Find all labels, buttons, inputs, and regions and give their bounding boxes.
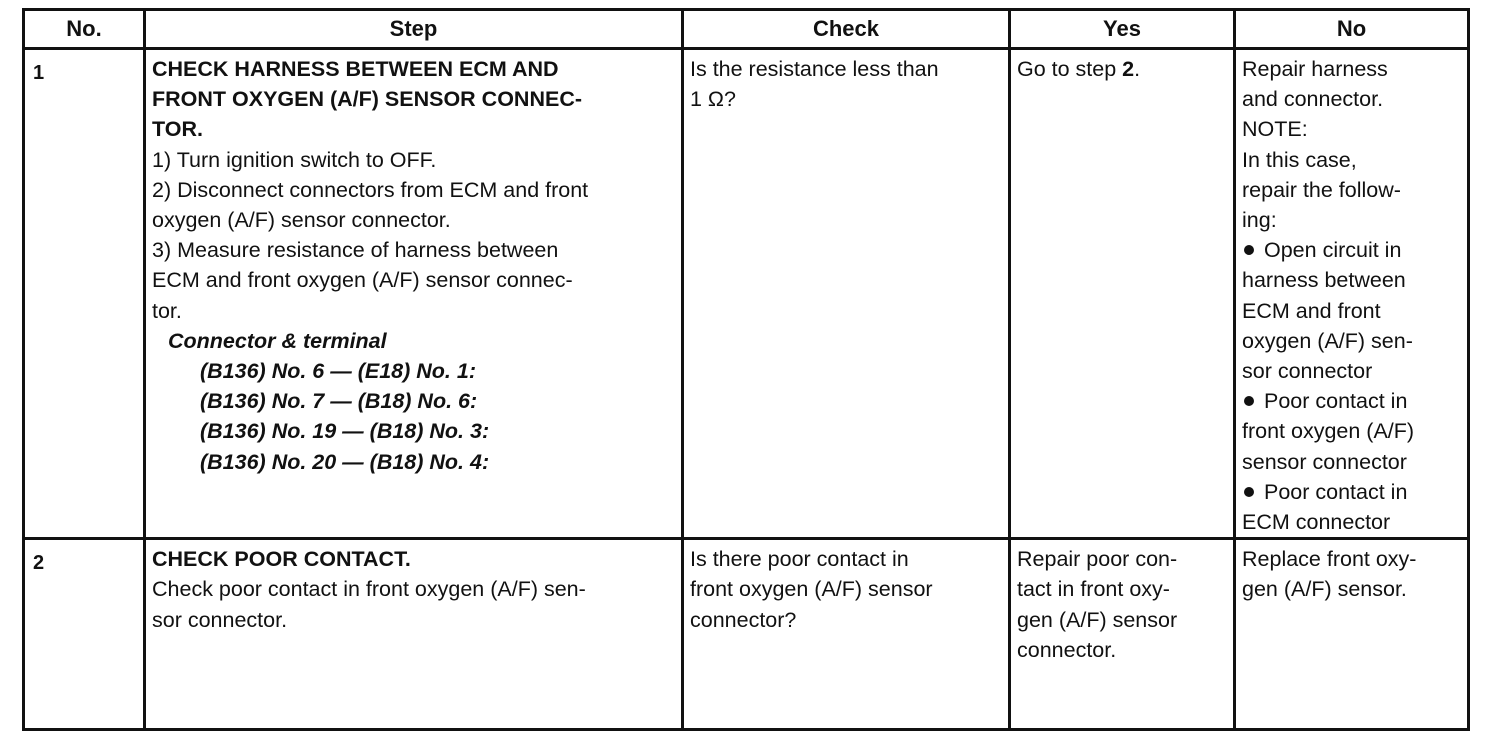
connector-terminal: (B136) No. 6 — (E18) No. 1: (200, 359, 476, 384)
no-text: gen (A/F) sensor. (1242, 577, 1407, 602)
check-text: 1 Ω? (690, 87, 736, 112)
header-no-result: No (1235, 10, 1469, 49)
row-number-cell (24, 539, 145, 730)
step-cell (145, 49, 683, 539)
step-instruction: 1) Turn ignition switch to OFF. (152, 147, 437, 172)
check-text: connector? (690, 607, 797, 632)
yes-text: connector. (1017, 637, 1117, 662)
step-instruction: ECM and front oxygen (A/F) sensor connec- (152, 268, 573, 293)
bullet-icon (1244, 245, 1254, 255)
no-cell (1235, 49, 1469, 539)
bullet-text: Open circuit in (1264, 238, 1402, 263)
bullet-text: oxygen (A/F) sen- (1242, 328, 1413, 353)
no-text: Replace front oxy- (1242, 547, 1417, 572)
no-text: In this case, (1242, 147, 1357, 172)
bullet-item (1242, 235, 1461, 265)
bullet-text: ECM and front (1242, 298, 1381, 323)
step-title-line: CHECK POOR CONTACT. (152, 547, 411, 572)
no-cell (1235, 539, 1469, 730)
no-text: Repair harness (1242, 57, 1388, 81)
check-cell (683, 539, 1010, 730)
yes-cell (1010, 49, 1235, 539)
row-number: 1 (33, 62, 45, 84)
bullet-item (1242, 477, 1461, 507)
table-row (24, 539, 1469, 730)
bullet-text: ECM connector (1242, 510, 1391, 535)
check-text: front oxygen (A/F) sensor (690, 577, 933, 602)
step-instruction: tor. (152, 298, 182, 323)
step-instruction: 2) Disconnect connectors from ECM and front (152, 177, 589, 202)
check-cell (683, 49, 1010, 539)
yes-prefix: Go to step (1017, 57, 1123, 81)
step-title-line: TOR. (152, 117, 203, 142)
row-number: 2 (33, 552, 45, 575)
yes-text: gen (A/F) sensor (1017, 607, 1178, 632)
step-title-line: CHECK HARNESS BETWEEN ECM AND (152, 57, 559, 81)
diagnostic-table (22, 8, 1470, 731)
bullet-icon (1244, 396, 1254, 406)
header-step: Step (145, 10, 683, 49)
row-number-cell (24, 49, 145, 539)
yes-text (1017, 54, 1227, 84)
yes-cell (1010, 539, 1235, 730)
yes-step-ref: 2 (1122, 57, 1135, 81)
check-text: Is the resistance less than (690, 57, 939, 81)
step-title-line: FRONT OXYGEN (A/F) SENSOR CONNEC- (152, 87, 583, 112)
header-yes: Yes (1010, 10, 1235, 49)
bullet-text: Poor contact in (1264, 479, 1408, 504)
check-text: Is there poor contact in (690, 547, 909, 572)
bullet-text: sor connector (1242, 359, 1373, 384)
no-text: repair the follow- (1242, 177, 1401, 202)
diagnostic-table-container (22, 8, 1467, 728)
bullet-icon (1244, 487, 1254, 497)
no-text: NOTE: (1242, 117, 1308, 142)
step-instruction: sor connector. (152, 607, 288, 632)
step-instruction: Check poor contact in front oxygen (A/F) sen- (152, 577, 586, 602)
step-instruction: 3) Measure resistance of harness between (152, 238, 559, 263)
step-instruction: oxygen (A/F) sensor connector. (152, 208, 451, 233)
step-cell (145, 539, 683, 730)
connector-terminal: (B136) No. 19 — (B18) No. 3: (200, 419, 490, 444)
connector-terminal: (B136) No. 20 — (B18) No. 4: (200, 449, 490, 474)
connector-heading: Connector & terminal (168, 328, 387, 353)
yes-suffix: . (1134, 57, 1141, 81)
bullet-text: harness between (1242, 268, 1406, 293)
connector-terminal: (B136) No. 7 — (B18) No. 6: (200, 389, 478, 414)
header-no: No. (24, 10, 145, 49)
bullet-text: front oxygen (A/F) (1242, 419, 1415, 444)
bullet-text: sensor connector (1242, 449, 1407, 474)
no-text: and connector. (1242, 87, 1384, 112)
bullet-text: Poor contact in (1264, 389, 1408, 414)
header-row (24, 10, 1469, 49)
yes-text: tact in front oxy- (1017, 577, 1170, 602)
yes-text: Repair poor con- (1017, 547, 1178, 572)
bullet-item (1242, 386, 1461, 416)
header-check: Check (683, 10, 1010, 49)
table-row (24, 49, 1469, 539)
no-text: ing: (1242, 208, 1277, 233)
